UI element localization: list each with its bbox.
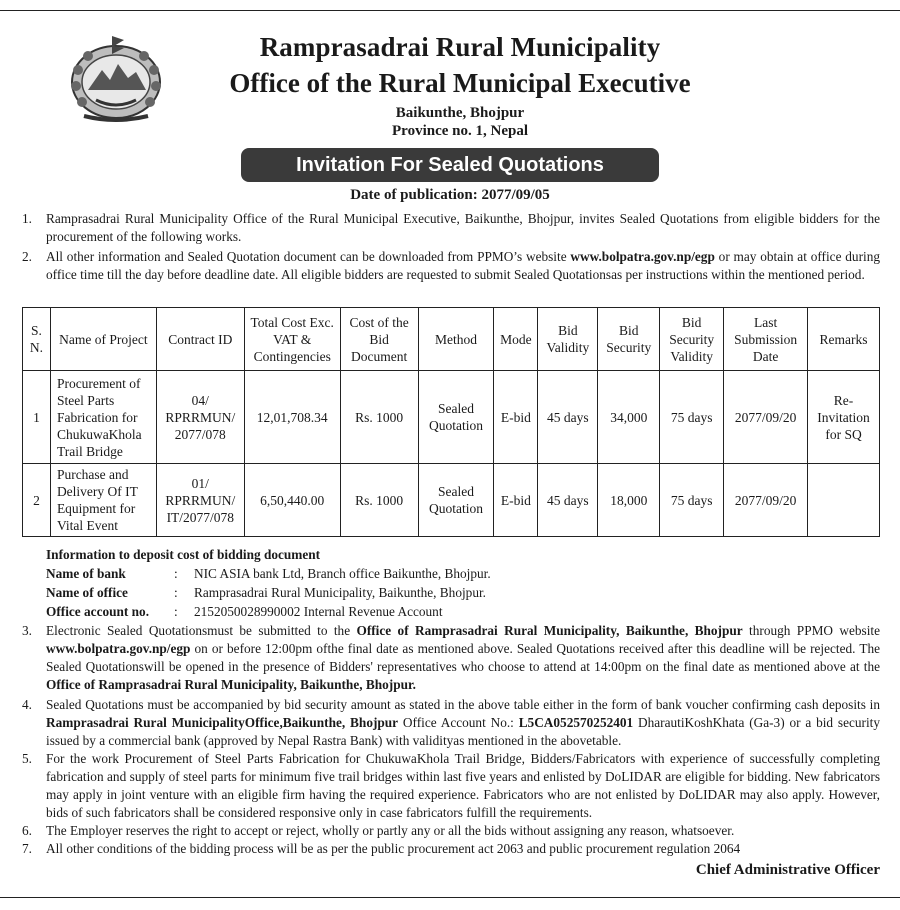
col-header: Cost of the Bid Document	[340, 308, 418, 371]
letterhead	[160, 30, 760, 140]
province: Province no. 1, Nepal	[392, 123, 528, 139]
bank-info-row: Office account no. : 2152050028990002 Internal Revenue Account	[46, 604, 443, 619]
col-header: Bid Validity	[538, 308, 598, 371]
notice-title-banner: Invitation For Sealed Quotations	[241, 148, 659, 182]
col-header: Remarks	[808, 308, 880, 371]
col-header: Last Submission Date	[724, 308, 808, 371]
signatory-title: Chief Administrative Officer	[695, 862, 880, 878]
top-rule	[0, 10, 900, 11]
bank-info-title: Information to deposit cost of bidding document	[46, 547, 321, 562]
item-1: 1. Ramprasadrai Rural Municipality Office of the Rural Municipal Executive, Baikunthe, Bhojpur, invites Sealed Quotations from eligible bidders for the procurement of the following works.	[22, 211, 880, 244]
office-name: Office of the Rural Municipal Executive	[229, 68, 691, 98]
col-header: Contract ID	[156, 308, 244, 371]
table-row: 2 Purchase and Delivery Of IT Equipment for Vital Event 01/ RPRRMUN/ IT/2077/078 6,50,440.00 Rs. 1000 Sealed Quotation E-bid 45 days 18,000 75 days 2077/09/20	[23, 464, 880, 537]
table-row: 1 Procurement of Steel Parts Fabrication for ChukuwaKhola Trail Bridge 04/ RPRRMUN/ 2077/078 12,01,708.34 Rs. 1000 Sealed Quotation E-bid 45 days 34,000 75 days 2077/09/20 Re-Invitation for SQ	[23, 371, 880, 464]
bank-info	[46, 545, 491, 621]
bank-info-row: Name of office : Ramprasadrai Rural Municipality, Baikunthe, Bhojpur.	[46, 585, 486, 600]
col-header: Method	[418, 308, 494, 371]
item-7: 7. All other conditions of the bidding process will be as per the public procurement act 2063 and public procurement regulation 2064	[22, 841, 741, 856]
item-6: 6. The Employer reserves the right to accept or reject, wholly or partly any or all the bids without assigning any reason, whatsoever.	[22, 823, 735, 838]
bolpatra-link[interactable]: www.bolpatra.gov.np/egp	[46, 641, 191, 656]
municipality-name: Ramprasadrai Rural Municipality	[259, 32, 661, 62]
bid-table	[22, 307, 880, 537]
item-2: 2. All other information and Sealed Quotation document can be downloaded from PPMO’s website www.bolpatra.gov.np/egp or may obtain at office during office time till the day before deadline date. All eligible bidders are requested to submit Sealed Quotationsas per instructions within the mentioned period.	[22, 249, 880, 282]
item-4: 4. Sealed Quotations must be accompanied by bid security amount as stated in the above table either in the form of bank voucher confirming cash deposits in Ramprasadrai Rural MunicipalityOffice,Baikunthe, Bhojpur Office Account No.: L5CA052570252401 DharautiKoshKhata (Ga-3) or a bid security issued by a commercial bank (approved by Nepal Rastra Bank) with validityas mentioned in the abovetable.	[22, 697, 880, 748]
col-header: Bid Security Validity	[660, 308, 724, 371]
office-location: Baikunthe, Bhojpur	[395, 105, 525, 121]
col-header: Name of Project	[50, 308, 156, 371]
nepal-government-emblem-icon	[66, 30, 166, 122]
bolpatra-link[interactable]: www.bolpatra.gov.np/egp	[570, 249, 715, 264]
item-3: 3. Electronic Sealed Quotationsmust be submitted to the Office of Ramprasadrai Rural Municipality, Baikunthe, Bhojpur through PPMO website www.bolpatra.gov.np/egp on or before 12:00pm ofthe final date as mentioned above. Sealed Quotations received after this deadline will be rejected. The Sealed Quotationswill be opened in the presence of Bidders' representatives who choose to attend at 14:00pm on the final date as mentioned above at the Office of Ramprasadrai Rural Municipality, Baikunthe, Bhojpur.	[22, 623, 881, 692]
col-header: S. N.	[23, 308, 51, 371]
bottom-rule	[0, 897, 900, 898]
col-header: Total Cost Exc. VAT & Contingencies	[244, 308, 340, 371]
publication-date: Date of publication: 2077/09/05	[350, 187, 550, 203]
table-header-row	[23, 308, 880, 371]
col-header: Bid Security	[598, 308, 660, 371]
col-header: Mode	[494, 308, 538, 371]
item-5: 5. For the work Procurement of Steel Parts Fabrication for ChukuwaKhola Trail Bridge, Bidders/Fabricators with experience of successfully completing fabrication and supply of steel parts for minimum five trail bridges within last five years and enlisted by DoLIDAR are eligible for bidding. New fabricators may apply in joint venture with an eligible firm having the required experience. Fabricators who are not enlisted by DoLIDAR may also apply. However, bids of such fabricators shall be considered responsive only in case fabricators fulfill the requirements.	[22, 751, 880, 820]
bank-info-row: Name of bank : NIC ASIA bank Ltd, Branch office Baikunthe, Bhojpur.	[46, 566, 491, 581]
